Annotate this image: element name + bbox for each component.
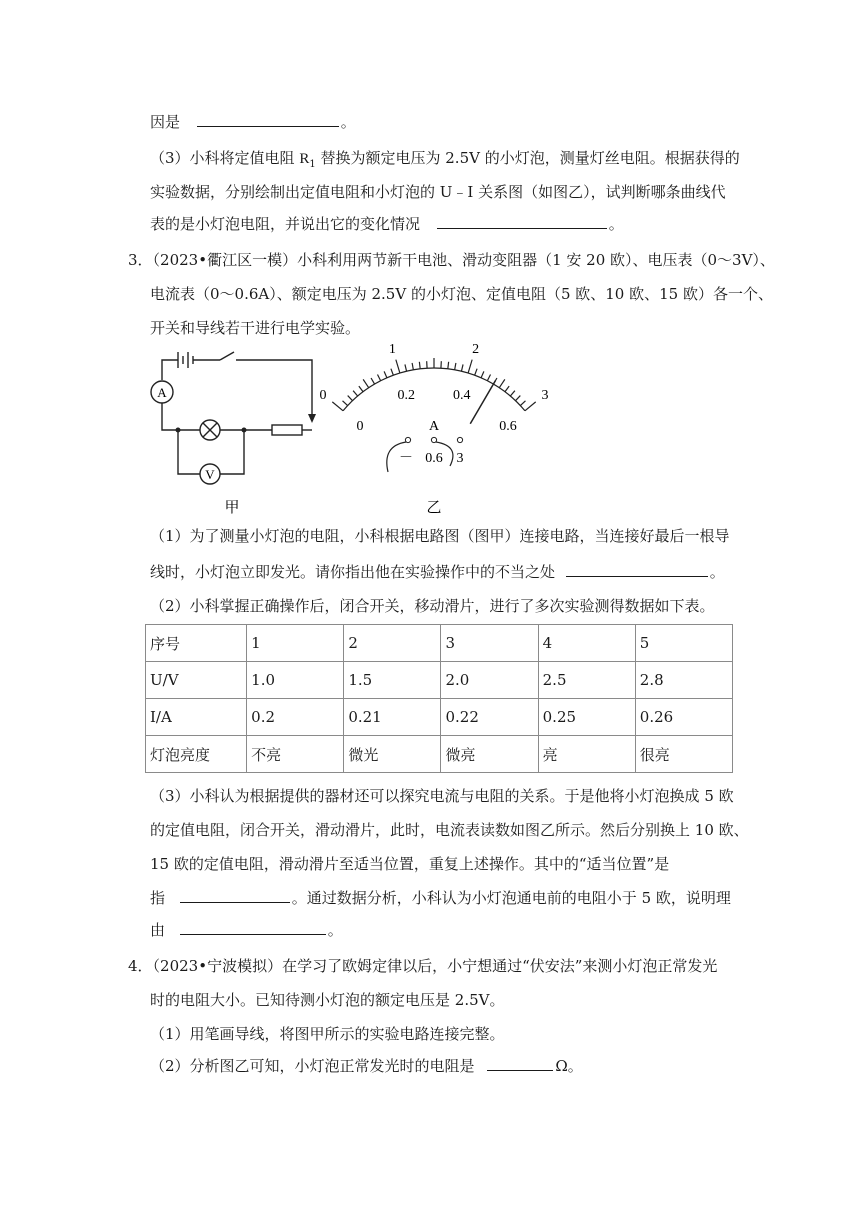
table-cell: 0.25 [538, 699, 635, 736]
dial-tick [475, 369, 477, 376]
q2-part3-line1: （3）小科将定值电阻 $R_1$ 替换为额定电压为 2.5V 的小灯泡，测量灯丝电阻。根据获得的 [150, 149, 740, 170]
q3-part3-line1: （3）小科认为根据提供的器材还可以探究电流与电阻的关系。于是他将小灯泡换成 5 欧 [150, 787, 734, 805]
answer-blank[interactable] [487, 1056, 553, 1071]
dial-bottom-label: 0.2 [397, 388, 416, 404]
ammeter-dial-figure [319, 336, 549, 520]
q3-header-line1: 3．（2023•衢江区一模）小科利用两节新干电池、滑动变阻器（1 安 20 欧）、电压表（0～3V）、 [128, 251, 775, 269]
dial-tick [384, 371, 387, 377]
dial-tick [396, 360, 400, 373]
dial-tick [499, 379, 505, 387]
table-cell: 亮 [538, 736, 635, 773]
figure-jia-label: 甲 [224, 500, 240, 516]
terminal-label-3: 3 [456, 451, 464, 466]
dial-top-label: 3 [541, 388, 549, 404]
table-cell: 1 [247, 625, 344, 662]
voltmeter-label: V [205, 467, 215, 482]
dial-tick [515, 396, 520, 401]
q4-header-line1: 4．（2023•宁波模拟）在学习了欧姆定律以后，小宁想通过“伏安法”来测小灯泡正常发光 [128, 957, 718, 975]
q2-line1-prefix: 因是 [150, 113, 181, 131]
table-cell: 0.26 [635, 699, 732, 736]
dial-bottom-label: 0.6 [499, 418, 517, 434]
table-cell: 3 [441, 625, 538, 662]
meter-needle [470, 381, 495, 424]
dial-tick [353, 391, 358, 396]
q4-part2-line: （2）分析图乙可知，小灯泡正常发光时的电阻是 Ω。 [150, 1057, 583, 1075]
q3-header-line3: 开关和导线若干进行电学实验。 [150, 319, 361, 337]
q3-part3-line4: 指 。通过数据分析，小科认为小灯泡通电前的电阻小于 5 欧，说明理 [150, 889, 731, 907]
dial-tick [461, 364, 463, 371]
dial-tick [510, 391, 515, 396]
terminal-3 [457, 437, 462, 442]
table-cell: 0.2 [247, 699, 344, 736]
table-cell: 2.0 [441, 662, 538, 699]
table-cell: 2.5 [538, 662, 635, 699]
dial-top-label: 0 [319, 388, 327, 404]
dial-tick [371, 378, 375, 384]
table-cell: 灯泡亮度 [146, 736, 247, 773]
q2-part3-line3: 表的是小灯泡电阻，并说出它的变化情况 。 [150, 215, 624, 233]
table-row [146, 736, 733, 773]
table-cell: 微光 [344, 736, 441, 773]
dial-tick [448, 362, 449, 369]
table-cell: I/A [146, 699, 247, 736]
q4-part1-line: （1）用笔画导线，将图甲所示的实验电路连接完整。 [150, 1025, 505, 1043]
table-row [146, 699, 733, 736]
meter-unit: A [428, 419, 440, 434]
circuit-diagram [148, 348, 323, 518]
table-cell: 序号 [146, 625, 247, 662]
table-row [146, 662, 733, 699]
q2-part3-line2: 实验数据，分别绘制出定值电阻和小灯泡的 U﹣I 关系图（如图乙），试判断哪条曲线代 [150, 183, 726, 201]
table-cell: U/V [146, 662, 247, 699]
dial-tick [481, 371, 484, 377]
answer-blank[interactable] [437, 214, 607, 229]
dial-tick [363, 379, 369, 387]
answer-blank[interactable] [566, 562, 708, 577]
table-cell: 微亮 [441, 736, 538, 773]
dial-tick [487, 375, 490, 381]
answer-blank[interactable] [180, 888, 290, 903]
question-number: 3． [128, 251, 153, 269]
dial-tick [343, 401, 348, 406]
q3-part3-line2: 的定值电阻，闭合开关，滑动滑片，此时，电流表读数如图乙所示。然后分别换上 10 欧、 [150, 821, 749, 839]
q4-header-line2: 时的电阻大小。已知待测小灯泡的额定电压是 2.5V。 [150, 991, 505, 1009]
table-cell: 0.22 [441, 699, 538, 736]
dial-tick [505, 386, 509, 392]
dial-tick [412, 363, 413, 370]
table-cell: 不亮 [247, 736, 344, 773]
dial-tick [419, 362, 420, 369]
terminal-0.6 [431, 437, 436, 442]
measurement-table [145, 624, 733, 773]
table-cell: 5 [635, 625, 732, 662]
dial-tick [377, 375, 380, 381]
dial-bottom-label: 0.4 [452, 388, 471, 404]
q3-header-line2: 电流表（0～0.6A）、额定电压为 2.5V 的小灯泡、定值电阻（5 欧、10 欧、15 欧）各一个、 [150, 285, 773, 303]
table-row [146, 625, 733, 662]
answer-blank[interactable] [197, 112, 339, 127]
q2-answer-line: 因是 。 [150, 113, 356, 131]
table-cell: 2 [344, 625, 441, 662]
ammeter-label: A [157, 385, 167, 400]
dial-bottom-label: 0 [356, 418, 364, 434]
dial-tick [405, 364, 407, 371]
dial-tick [348, 396, 353, 401]
terminal-label-0.6: 0.6 [425, 451, 443, 466]
table-cell: 0.21 [344, 699, 441, 736]
q3-part2-line: （2）小科掌握正确操作后，闭合开关，移动滑片，进行了多次实验测得数据如下表。 [150, 597, 715, 615]
q3-part1-line2: 线时，小灯泡立即发光。请你指出他在实验操作中的不当之处 。 [150, 563, 725, 581]
table-cell: 4 [538, 625, 635, 662]
dial-tick [455, 363, 456, 370]
terminal-label-neg: － [399, 451, 413, 466]
table-cell: 2.8 [635, 662, 732, 699]
dial-tick [520, 401, 525, 406]
dial-tick [468, 360, 472, 373]
question-number: 4． [128, 957, 153, 975]
dial-arc [343, 368, 525, 411]
dial-top-label: 2 [472, 342, 480, 358]
dial-top-label: 1 [388, 342, 396, 358]
q3-part3-line5: 由 。 [150, 921, 343, 939]
answer-blank[interactable] [180, 920, 326, 935]
dial-tick [359, 386, 363, 392]
figure-yi-label: 乙 [426, 500, 442, 516]
q3-part1-line1: （1）为了测量小灯泡的电阻，小科根据电路图（图甲）连接电路，当连接好最后一根导 [150, 527, 730, 545]
dial-tick [525, 402, 536, 411]
q3-part3-line3: 15 欧的定值电阻，滑动滑片至适当位置，重复上述操作。其中的“适当位置”是 [150, 855, 670, 873]
table-cell: 1.0 [247, 662, 344, 699]
terminal-negative [405, 437, 410, 442]
table-cell: 1.5 [344, 662, 441, 699]
dial-tick [391, 369, 393, 376]
table-cell: 很亮 [635, 736, 732, 773]
dial-tick [332, 402, 343, 411]
